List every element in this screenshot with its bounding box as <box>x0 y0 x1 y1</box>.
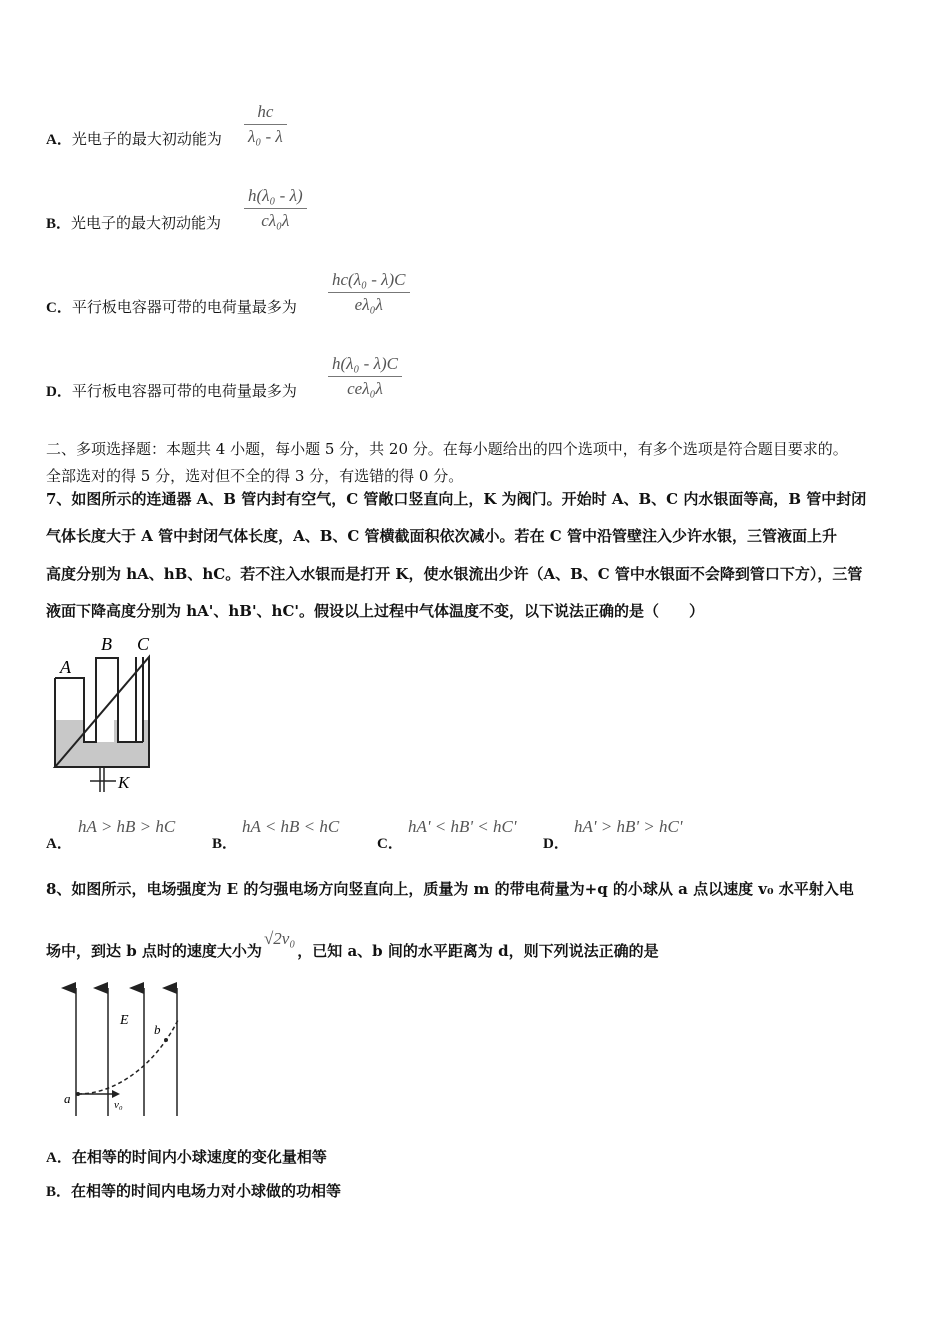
option-letter: B． <box>212 836 238 852</box>
section-note: 全部选对的得 5 分，选对但不全的得 3 分，有选错的得 0 分。 <box>46 467 464 485</box>
q7-option-d-expr: hA' > hB' > hC' <box>574 817 683 836</box>
label-b: b <box>154 1022 161 1037</box>
q7-option-a <box>46 832 72 853</box>
option-letter: A． <box>46 132 72 148</box>
speed-expr: √2v₀ <box>263 929 296 948</box>
fraction <box>244 102 287 147</box>
option-text: 在相等的时间内电场力对小球做的功相等 <box>71 1182 342 1200</box>
label-k: K <box>118 773 130 792</box>
q8-option-b <box>46 1180 341 1201</box>
q8-line-2 <box>46 929 659 961</box>
numerator: h(λ₀ - λ)C <box>332 354 398 373</box>
option-letter: A． <box>46 836 72 852</box>
q7-line-4: 液面下降高度分别为 hA'、hB'、hC'。假设以上过程中气体温度不变，以下说法正确的是（ ） <box>46 602 704 620</box>
fraction <box>328 270 410 315</box>
denominator: eλ₀λ <box>354 295 383 314</box>
numerator: hc <box>257 102 274 121</box>
q7-option-d <box>543 832 569 853</box>
fraction <box>328 354 402 399</box>
label-a: a <box>64 1091 71 1106</box>
q8-option-a <box>46 1146 327 1167</box>
q7-line-3: 高度分别为 hA、hB、hC。若不注入水银而是打开 K，使水银流出少许（A、B、C 管中水银面不会降到管口下方），三管 <box>46 565 863 583</box>
option-text: 光电子的最大初动能为 <box>71 130 222 148</box>
option-letter: A． <box>46 1150 72 1166</box>
option-letter: B． <box>46 1184 72 1200</box>
option-text: 在相等的时间内小球速度的变化量相等 <box>71 1148 327 1166</box>
numerator: h(λ₀ - λ) <box>248 186 303 205</box>
denominator: cλ₀λ <box>261 211 290 230</box>
point-b <box>164 1038 168 1042</box>
label-v0: v₀ <box>114 1099 123 1111</box>
q7-option-c-expr: hA' < hB' < hC' <box>408 817 517 836</box>
label-a: A <box>60 657 71 677</box>
q7-option-a-expr: hA > hB > hC <box>78 817 176 836</box>
option-text: 平行板电容器可带的电荷量最多为 <box>71 298 297 316</box>
trajectory <box>78 1018 179 1094</box>
numerator: hc(λ₀ - λ)C <box>332 270 406 289</box>
q7-line-2: 气体长度大于 A 管中封闭气体长度，A、B、C 管横截面积依次减小。若在 C 管中沿管壁注入少许水银，三管液面上升 <box>46 527 837 545</box>
denominator: ceλ₀λ <box>347 379 383 398</box>
option-text: 光电子的最大初动能为 <box>71 214 222 232</box>
denominator: λ₀ - λ <box>248 127 283 146</box>
electric-field-figure <box>46 980 196 1120</box>
label-b: B <box>101 634 112 654</box>
q7-option-c <box>377 832 403 853</box>
fraction <box>244 186 307 231</box>
option-letter: C． <box>377 836 403 852</box>
q7-option-b <box>212 832 237 853</box>
label-e: E <box>120 1013 129 1028</box>
option-letter: D． <box>46 384 72 400</box>
label-c: C <box>137 634 150 654</box>
option-letter: D． <box>543 836 569 852</box>
section-heading: 二、多项选择题：本题共 4 小题，每小题 5 分，共 20 分。在每小题给出的四个选项中，有多个选项是符合题目要求的。 <box>46 440 848 458</box>
option-letter: B． <box>46 216 72 232</box>
q8-line-2a: 场中，到达 b 点时的速度大小为 <box>46 942 262 960</box>
option-text: 平行板电容器可带的电荷量最多为 <box>71 382 297 400</box>
q8-line-1: 8、如图所示，电场强度为 E 的匀强电场方向竖直向上，质量为 m 的带电荷量为+q 的小球从 a 点以速度 v₀ 水平射入电 <box>46 880 854 898</box>
q7-line-1: 7、如图所示的连通器 A、B 管内封有空气，C 管敞口竖直向上，K 为阀门。开始时 A、B、C 内水银面等高，B 管中封闭 <box>46 490 867 508</box>
connected-tubes-figure <box>46 630 166 800</box>
q7-option-b-expr: hA < hB < hC <box>242 817 340 836</box>
option-letter: C． <box>46 300 72 316</box>
q8-line-2b: ，已知 a、b 间的水平距离为 d，则下列说法正确的是 <box>297 942 659 960</box>
mercury-fill <box>55 720 149 767</box>
point-a <box>76 1092 80 1096</box>
